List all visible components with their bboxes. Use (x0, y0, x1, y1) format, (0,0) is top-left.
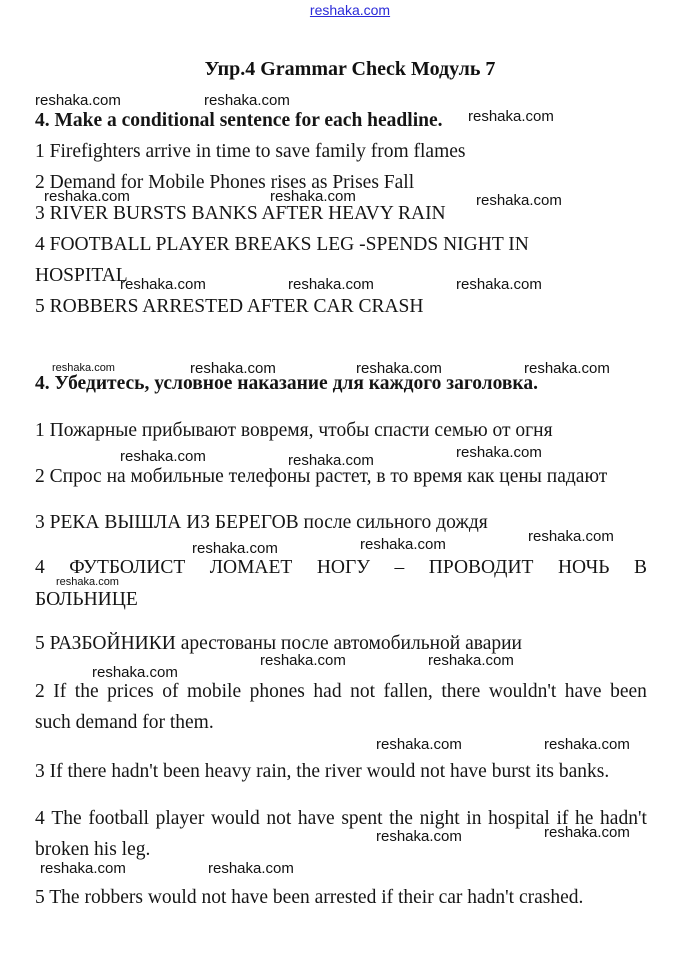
word: НОГУ (316, 557, 371, 578)
answer-3: 3 If there hadn't been heavy rain, the river would not have burst its banks. (35, 761, 610, 782)
word: he (575, 808, 594, 829)
russian-line-1: 1 Пожарные прибывают вовремя, чтобы спасти семью от огня (35, 420, 553, 441)
word: not (266, 808, 292, 829)
english-heading: 4. Make a conditional sentence for each headline. (35, 110, 443, 131)
watermark: reshaka.com (376, 828, 462, 845)
word: player (155, 808, 205, 829)
word: the (389, 808, 413, 829)
word: 4 (35, 808, 45, 829)
watermark: reshaka.com (120, 276, 206, 293)
word: there (441, 681, 481, 702)
word: НОЧЬ (557, 557, 610, 578)
russian-heading: 4. Убедитесь, условное наказание для каждого заголовка. (35, 373, 538, 394)
watermark: reshaka.com (44, 188, 130, 205)
russian-line-3: 3 РЕКА ВЫШЛА ИЗ БЕРЕГОВ после сильного дождя (35, 512, 488, 533)
word: have (564, 681, 602, 702)
russian-line-4-cont: БОЛЬНИЦЕ (35, 589, 138, 610)
watermark: reshaka.com (524, 360, 610, 377)
word: fallen, (383, 681, 433, 702)
word: phones (249, 681, 305, 702)
watermark: reshaka.com (204, 92, 290, 109)
word: of (162, 681, 179, 702)
watermark: reshaka.com (456, 276, 542, 293)
english-line-4: 4 FOOTBALL PLAYER BREAKS LEG -SPENDS NIGHT IN (35, 234, 529, 255)
word: would (210, 808, 260, 829)
watermark: reshaka.com (56, 576, 119, 588)
english-line-2: 2 Demand for Mobile Phones rises as Prises Fall (35, 172, 415, 193)
word: ФУТБОЛИСТ (69, 557, 186, 578)
watermark: reshaka.com (190, 360, 276, 377)
watermark: reshaka.com (288, 452, 374, 469)
watermark: reshaka.com (476, 192, 562, 209)
site-link[interactable]: reshaka.com (309, 2, 391, 18)
word: В (633, 557, 647, 578)
answer-2-cont: such demand for them. (35, 712, 214, 733)
russian-line-5: 5 РАЗБОЙНИКИ арестованы после автомобильной аварии (35, 633, 522, 654)
watermark: reshaka.com (208, 860, 294, 877)
watermark: reshaka.com (360, 536, 446, 553)
watermark: reshaka.com (468, 108, 554, 125)
word: – (394, 557, 405, 578)
word: night (419, 808, 460, 829)
word: spent (341, 808, 383, 829)
word: The (51, 808, 82, 829)
watermark: reshaka.com (120, 448, 206, 465)
word: wouldn't (488, 681, 557, 702)
watermark: reshaka.com (356, 360, 442, 377)
word: not (350, 681, 376, 702)
russian-line-4 (35, 557, 647, 579)
watermark: reshaka.com (260, 652, 346, 669)
watermark: reshaka.com (52, 362, 115, 374)
watermark: reshaka.com (544, 736, 630, 753)
watermark: reshaka.com (456, 444, 542, 461)
answer-5: 5 The robbers would not have been arrested if their car hadn't crashed. (35, 887, 584, 908)
watermark: reshaka.com (528, 528, 614, 545)
english-line-3: 3 RIVER BURSTS BANKS AFTER HEAVY RAIN (35, 203, 446, 224)
watermark: reshaka.com (40, 860, 126, 877)
word: the (74, 681, 99, 702)
word: 4 (35, 557, 45, 578)
word: had (313, 681, 342, 702)
english-line-4-cont: HOSPITAL (35, 265, 128, 286)
watermark: reshaka.com (288, 276, 374, 293)
word: hadn't (600, 808, 647, 829)
answer-2 (35, 681, 647, 703)
word: been (610, 681, 647, 702)
word: football (88, 808, 149, 829)
word: in (466, 808, 482, 829)
word: hospital (488, 808, 550, 829)
watermark: reshaka.com (428, 652, 514, 669)
english-line-1: 1 Firefighters arrive in time to save family from flames (35, 141, 466, 162)
word: have (297, 808, 335, 829)
english-line-5: 5 ROBBERS ARRESTED AFTER CAR CRASH (35, 296, 424, 317)
answer-4-cont: broken his leg. (35, 839, 151, 860)
word: if (556, 808, 569, 829)
watermark: reshaka.com (35, 92, 121, 109)
word: If (53, 681, 67, 702)
russian-line-2: 2 Спрос на мобильные телефоны растет, в то время как цены падают (35, 466, 608, 487)
word: ПРОВОДИТ (428, 557, 534, 578)
watermark: reshaka.com (544, 824, 630, 841)
watermark: reshaka.com (376, 736, 462, 753)
watermark: reshaka.com (92, 664, 178, 681)
word: ЛОМАЕТ (209, 557, 293, 578)
word: 2 (35, 681, 45, 702)
word: prices (107, 681, 154, 702)
word: mobile (186, 681, 242, 702)
watermark: reshaka.com (192, 540, 278, 557)
watermark: reshaka.com (270, 188, 356, 205)
page-title: Упр.4 Grammar Check Модуль 7 (204, 58, 496, 80)
